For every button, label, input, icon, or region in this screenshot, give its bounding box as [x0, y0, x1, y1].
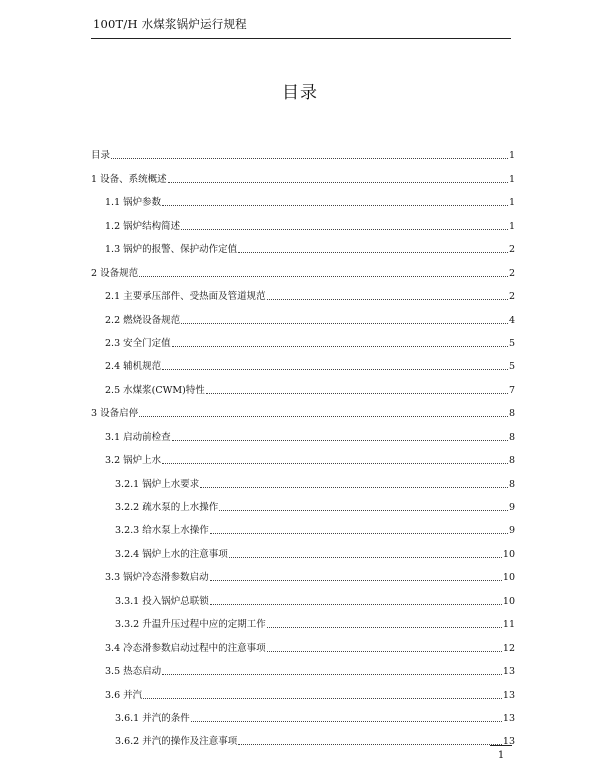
toc-entry[interactable]: [91, 654, 515, 677]
dot-leader: [181, 323, 508, 324]
toc-entry[interactable]: [91, 208, 515, 231]
toc-entry[interactable]: [91, 701, 515, 724]
toc-entry-title: 2.1 主要承压部件、受热面及管道规范: [105, 291, 266, 303]
toc-entry[interactable]: [91, 349, 515, 372]
dot-leader: [267, 627, 502, 628]
toc-entry-title: 1 设备、系统概述: [91, 173, 167, 185]
footer-divider: [490, 745, 512, 746]
toc-entry-page: 2: [508, 244, 515, 256]
toc-entry[interactable]: [91, 326, 515, 349]
toc-entry[interactable]: [91, 583, 515, 606]
dot-leader: [143, 698, 502, 699]
toc-entry-page: 13: [502, 666, 515, 678]
dot-leader: [210, 580, 502, 581]
toc-entry-page: 1: [508, 197, 515, 209]
toc-entry-page: 8: [508, 455, 515, 467]
toc-entry-title: 目录: [91, 150, 111, 162]
toc-entry[interactable]: [91, 490, 515, 513]
toc-entry-page: 4: [508, 314, 515, 326]
toc-entry-title: 3.2 锅炉上水: [105, 455, 162, 467]
toc-entry-title: 3.2.1 锅炉上水要求: [115, 478, 200, 490]
toc-entry[interactable]: [91, 607, 515, 630]
toc-entry[interactable]: [91, 161, 515, 184]
dot-leader: [210, 533, 508, 534]
toc-entry[interactable]: [91, 513, 515, 536]
toc-entry-page: 2: [508, 267, 515, 279]
dot-leader: [267, 651, 502, 652]
dot-leader: [162, 674, 502, 675]
toc-entry-page: 13: [502, 712, 515, 724]
toc-entry[interactable]: [91, 302, 515, 325]
toc-entry-page: 5: [508, 337, 515, 349]
dot-leader: [229, 557, 502, 558]
toc-entry[interactable]: [91, 419, 515, 442]
dot-leader: [206, 393, 508, 394]
toc-entry[interactable]: [91, 138, 515, 161]
toc-entry-page: 1: [508, 173, 515, 185]
toc-entry-page: 13: [502, 736, 515, 748]
dot-leader: [191, 721, 502, 722]
toc-entry-page: 13: [502, 689, 515, 701]
toc-entry-title: 2.2 燃烧设备规范: [105, 314, 181, 326]
toc-entry-page: 1: [508, 220, 515, 232]
toc-entry-page: 8: [508, 478, 515, 490]
dot-leader: [172, 440, 508, 441]
toc-entry[interactable]: [91, 279, 515, 302]
toc-entry-title: 3.6.2 并汽的操作及注意事项: [115, 736, 238, 748]
page-number: 1: [497, 750, 505, 761]
toc-entry[interactable]: [91, 255, 515, 278]
toc-entry[interactable]: [91, 185, 515, 208]
toc-entry-page: 2: [508, 291, 515, 303]
dot-leader: [111, 158, 508, 159]
dot-leader: [172, 346, 508, 347]
dot-leader: [162, 463, 508, 464]
toc-entry-page: 5: [508, 361, 515, 373]
toc-entry-title: 1.1 锅炉参数: [105, 197, 162, 209]
dot-leader: [200, 487, 508, 488]
toc-entry-title: 3.2.2 疏水泵的上水操作: [115, 502, 219, 513]
toc-entry-title: 1.2 锅炉结构简述: [105, 220, 181, 232]
dot-leader: [162, 369, 508, 370]
toc-entry-title: 2.5 水煤浆(CWM)特性: [105, 384, 205, 396]
toc-entry-title: 2 设备规范: [91, 267, 139, 279]
toc-entry-title: 3.2.3 给水泵上水操作: [115, 525, 209, 537]
toc-entry-title: 3.5 热态启动: [105, 666, 162, 678]
toc-entry-page: 9: [508, 502, 515, 513]
dot-leader: [210, 604, 502, 605]
toc-entry[interactable]: [91, 536, 515, 559]
toc-entry-page: 7: [508, 384, 515, 396]
toc-entry[interactable]: [91, 443, 515, 466]
toc-entry-page: 10: [502, 548, 515, 560]
toc-entry-title: 3.6.1 并汽的条件: [115, 712, 190, 724]
header-title: 100T/H 水煤浆锅炉运行规程: [93, 17, 247, 31]
toc-entry[interactable]: [91, 232, 515, 255]
toc-entry-title: 2.4 辅机规范: [105, 361, 162, 373]
toc-entry-page: 8: [508, 408, 515, 420]
toc-entry[interactable]: [91, 630, 515, 653]
toc-entry-page: 9: [508, 525, 515, 537]
toc-entry-title: 2.3 安全门定值: [105, 337, 171, 349]
toc-entry-title: 1.3 锅炉的报警、保护动作定值: [105, 244, 238, 256]
toc-entry[interactable]: [91, 372, 515, 395]
toc-entry[interactable]: [91, 677, 515, 700]
dot-leader: [181, 229, 508, 230]
toc-entry-title: 3.4 冷态滑参数启动过程中的注意事项: [105, 642, 266, 654]
toc-entry-page: 1: [508, 150, 515, 162]
toc-entry[interactable]: [91, 560, 515, 583]
page-header: [91, 12, 511, 39]
toc-entry-title: 3.2.4 锅炉上水的注意事项: [115, 548, 228, 560]
toc-entry-page: 8: [508, 431, 515, 443]
toc-entry-title: 3.6 并汽: [105, 689, 143, 701]
toc-entry-title: 3.1 启动前检查: [105, 431, 171, 443]
toc-entry-page: 10: [502, 595, 515, 607]
dot-leader: [139, 416, 508, 417]
toc-entry-title: 3.3 锅炉冷态滑参数启动: [105, 572, 209, 584]
toc-entry[interactable]: [91, 396, 515, 419]
dot-leader: [238, 252, 508, 253]
toc-entry-title: 3.3.2 升温升压过程中应的定期工作: [115, 619, 266, 631]
toc-entry-page: 12: [502, 642, 515, 654]
toc-entry-title: 3.3.1 投入锅炉总联锁: [115, 595, 209, 607]
dot-leader: [219, 510, 508, 511]
page-title: 目录: [282, 83, 318, 103]
toc-entry[interactable]: [91, 466, 515, 489]
dot-leader: [238, 744, 502, 745]
table-of-contents: [91, 138, 515, 747]
toc-entry-title: 3 设备启停: [91, 408, 139, 420]
dot-leader: [168, 182, 508, 183]
toc-entry-page: 11: [502, 619, 515, 631]
toc-entry-page: 10: [502, 572, 515, 584]
toc-entry[interactable]: [91, 724, 515, 747]
dot-leader: [162, 205, 508, 206]
dot-leader: [139, 276, 508, 277]
dot-leader: [267, 299, 508, 300]
